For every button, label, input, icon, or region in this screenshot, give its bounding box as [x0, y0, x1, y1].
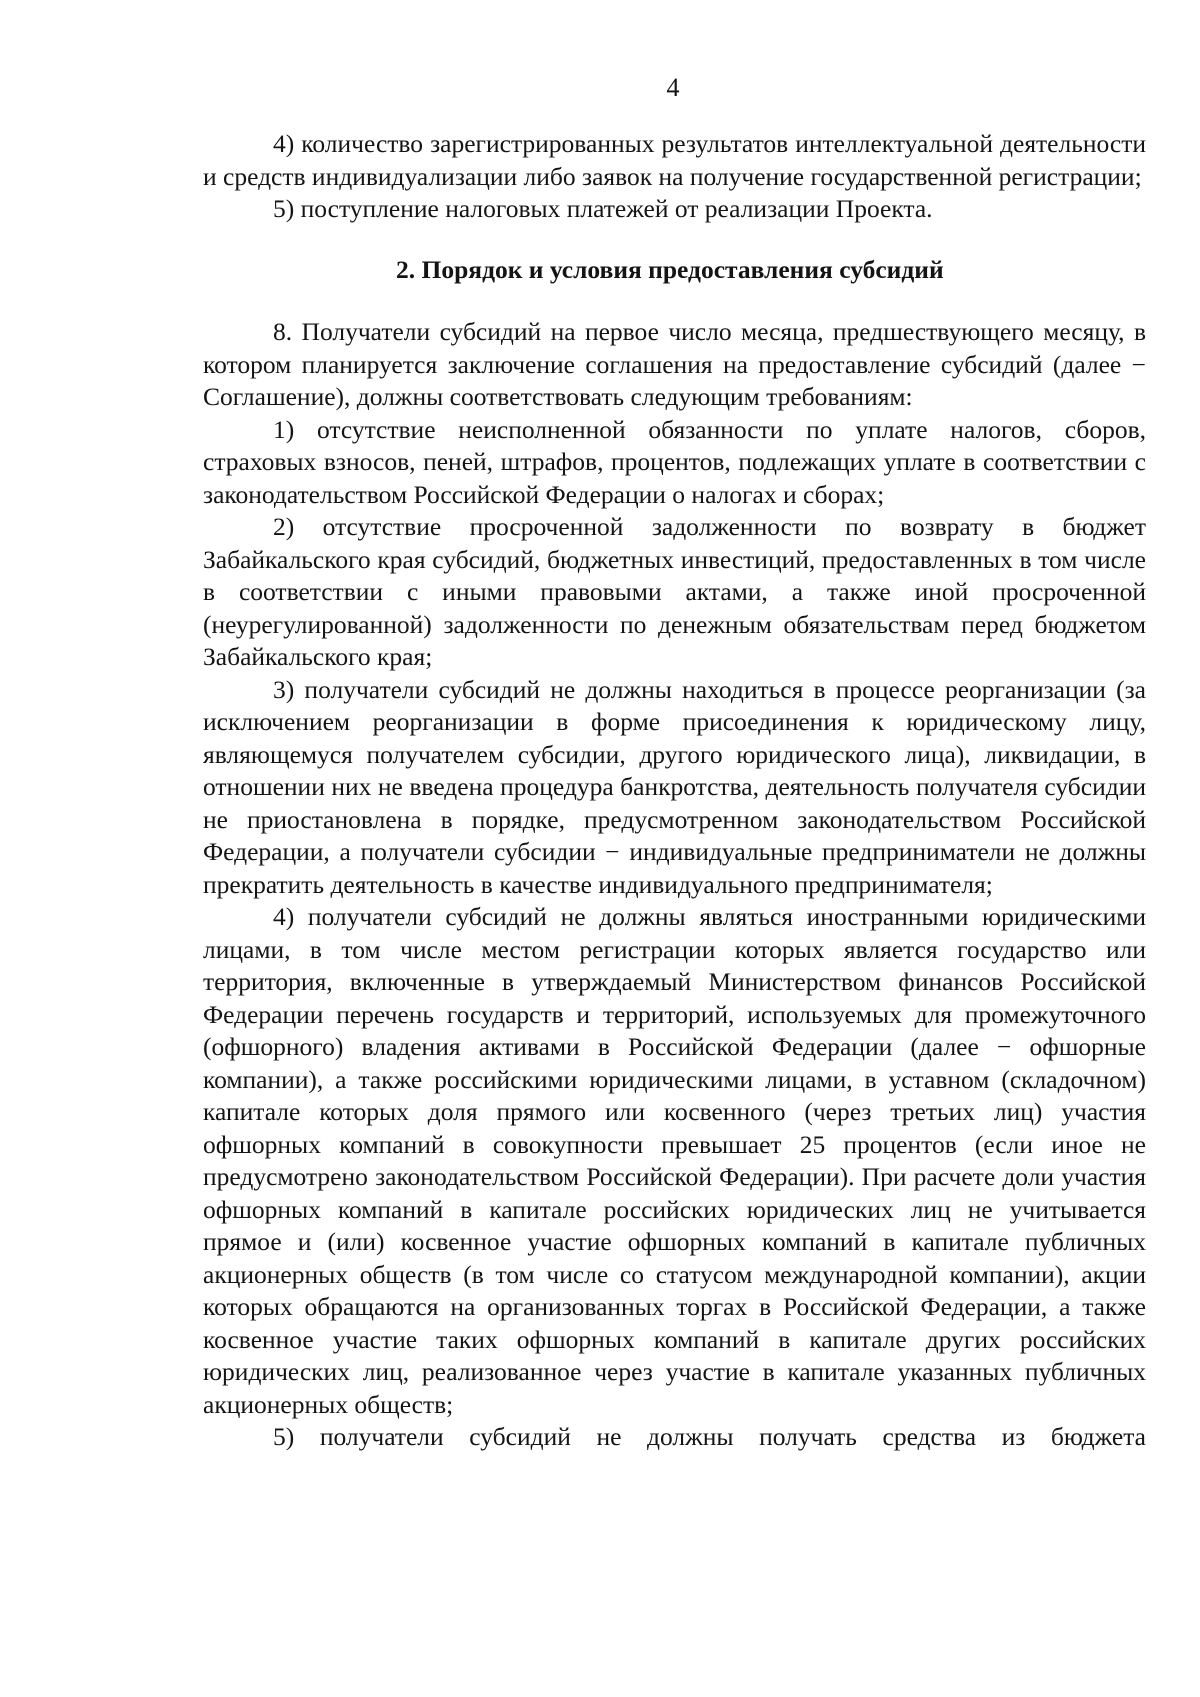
paragraph-clause-8: 8. Получатели субсидий на первое число месяца, предшествующего месяцу, в котором планируется заключение соглашения на предоставление субсидий (далее − Соглашение), должны соответствовать следующим требованиям:	[203, 317, 1146, 411]
document-body	[203, 128, 1146, 1454]
paragraph-requirement-4: 4) получатели субсидий не должны являться иностранными юридическими лицами, в том числе местом регистрации которых является государство или территория, включенные в утверждаемый Министерством финансов Российской Федерации перечень государств и территорий, используемых для промежуточного (офшорного) владения активами в Российской Федерации (далее − офшорные компании), а также российскими юридическими лицами, в уставном (складочном) капитале которых доля прямого или косвенного (через третьих лиц) участия офшорных компаний в совокупности превышает 25 процентов (если иное не предусмотрено законодательством Российской Федерации). При расчете доли участия офшорных компаний в капитале российских юридических лиц не учитывается прямое и (или) косвенное участие офшорных компаний в капитале публичных акционерных обществ (в том числе со статусом международной компании), акции которых обращаются на организованных торгах в Российской Федерации, а также косвенное участие таких офшорных компаний в капитале других российских юридических лиц, реализованное через участие в капитале указанных публичных акционерных обществ;	[203, 902, 1146, 1419]
paragraph-requirement-1: 1) отсутствие неисполненной обязанности по уплате налогов, сборов, страховых взносов, пеней, штрафов, процентов, подлежащих уплате в соответствии с законодательством Российской Федерации о налогах и сборах;	[203, 414, 1146, 509]
section-heading: 2. Порядок и условия предоставления субсидий	[396, 254, 944, 284]
paragraph-item-5: 5) поступление налоговых платежей от реализации Проекта.	[273, 194, 933, 223]
paragraph-requirement-5: 5) получатели субсидий не должны получать средства из бюджета	[273, 1422, 1146, 1451]
paragraph-requirement-3: 3) получатели субсидий не должны находиться в процессе реорганизации (за исключением реорганизации в форме присоединения к юридическому лицу, являющемуся получателем субсидии, другого юридического лица), ликвидации, в отношении них не введена процедура банкротства, деятельность получателя субсидии не приостановлена в порядке, предусмотренном законодательством Российской Федерации, а получатели субсидии − индивидуальные предприниматели не должны прекратить деятельность в качестве индивидуального предпринимателя;	[203, 674, 1146, 899]
paragraph-requirement-2: 2) отсутствие просроченной задолженности по возврату в бюджет Забайкальского края субсидий, бюджетных инвестиций, предоставленных в том числе в соответствии с иными правовыми актами, а также иной просроченной (неурегулированной) задолженности по денежным обязательствам перед бюджетом Забайкальского края;	[203, 512, 1146, 671]
paragraph-item-4: 4) количество зарегистрированных результатов интеллектуальной деятельности и средств индивидуализации либо заявок на получение государственной регистрации;	[203, 129, 1146, 191]
page-number: 4	[666, 73, 680, 102]
